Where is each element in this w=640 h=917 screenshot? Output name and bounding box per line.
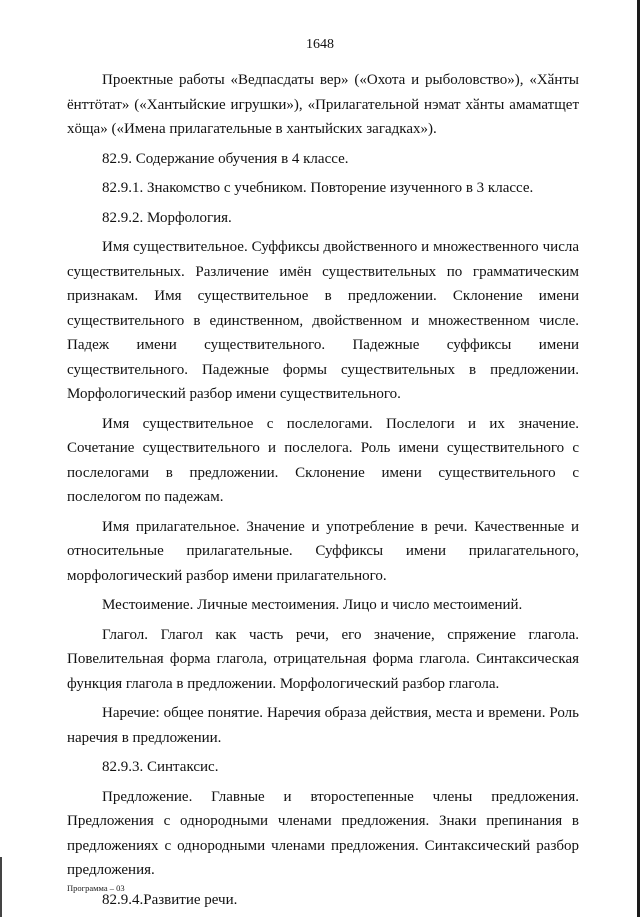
section-heading-82-9: 82.9. Содержание обучения в 4 классе. bbox=[102, 150, 349, 167]
paragraph-adverb: Наречие: общее понятие. Наречия образа действия, места и времени. Роль наречия в предложении. bbox=[67, 705, 579, 746]
paragraph-pronoun: Местоимение. Личные местоимения. Лицо и число местоимений. bbox=[102, 597, 523, 613]
document-body bbox=[67, 68, 579, 917]
paragraph-adjective: Имя прилагательное. Значение и употребление в речи. Качественные и относительные прилагательные. Суффиксы имени прилагательного, морфологический разбор имени прилагательного. bbox=[67, 518, 579, 584]
page-number: 1648 bbox=[306, 37, 334, 52]
section-heading-82-9-2: 82.9.2. Морфология. bbox=[102, 209, 232, 226]
paragraph-noun: Имя существительное. Суффиксы двойственного и множественного числа существительных. Различение имён существительных по грамматическим признакам. Имя существительное в предложении. Склонение имени существительного в единственном, двойственном и множественном числе. Падеж имени существительного. Падежные суффиксы имени существительного. Падежные формы существительных в предложении. Морфологический разбор имени существительного. bbox=[67, 239, 579, 402]
page-footer: Программа – 03 bbox=[67, 883, 125, 893]
scan-edge-shadow-left bbox=[0, 857, 2, 917]
section-heading-82-9-4: 82.9.4.Развитие речи. bbox=[102, 891, 238, 908]
paragraph-verb: Глагол. Глагол как часть речи, его значение, спряжение глагола. Повелительная форма глагола, отрицательная форма глагола. Синтаксическая функция глагола в предложении. Морфологический разбор глагола. bbox=[67, 626, 579, 692]
section-heading-82-9-1: 82.9.1. Знакомство с учебником. Повторение изученного в 3 классе. bbox=[102, 180, 534, 196]
paragraph-sentence: Предложение. Главные и второстепенные члены предложения. Предложения с однородными членами предложения. Знаки препинания в предложениях с однородными членами предложения. Синтаксический разбор предложения. bbox=[67, 788, 579, 878]
paragraph-projects: Проектные работы «Ведпасдаты вер» («Охота и рыболовство»), «Хӑнты ёнттӧтат» («Хантыйские игрушки»), «Прилагательной нэмат хӑнты амаматщет хӧщa» («Имена прилагательные в хантыйских загадках»). bbox=[67, 72, 579, 137]
paragraph-noun-postpositions: Имя существительное с послелогами. Послелоги и их значение. Сочетание существительного и послелога. Роль имени существительного с послелогами в предложении. Склонение имени существительного с послелогом по падежам. bbox=[67, 415, 579, 505]
section-heading-82-9-3: 82.9.3. Синтаксис. bbox=[102, 759, 219, 775]
